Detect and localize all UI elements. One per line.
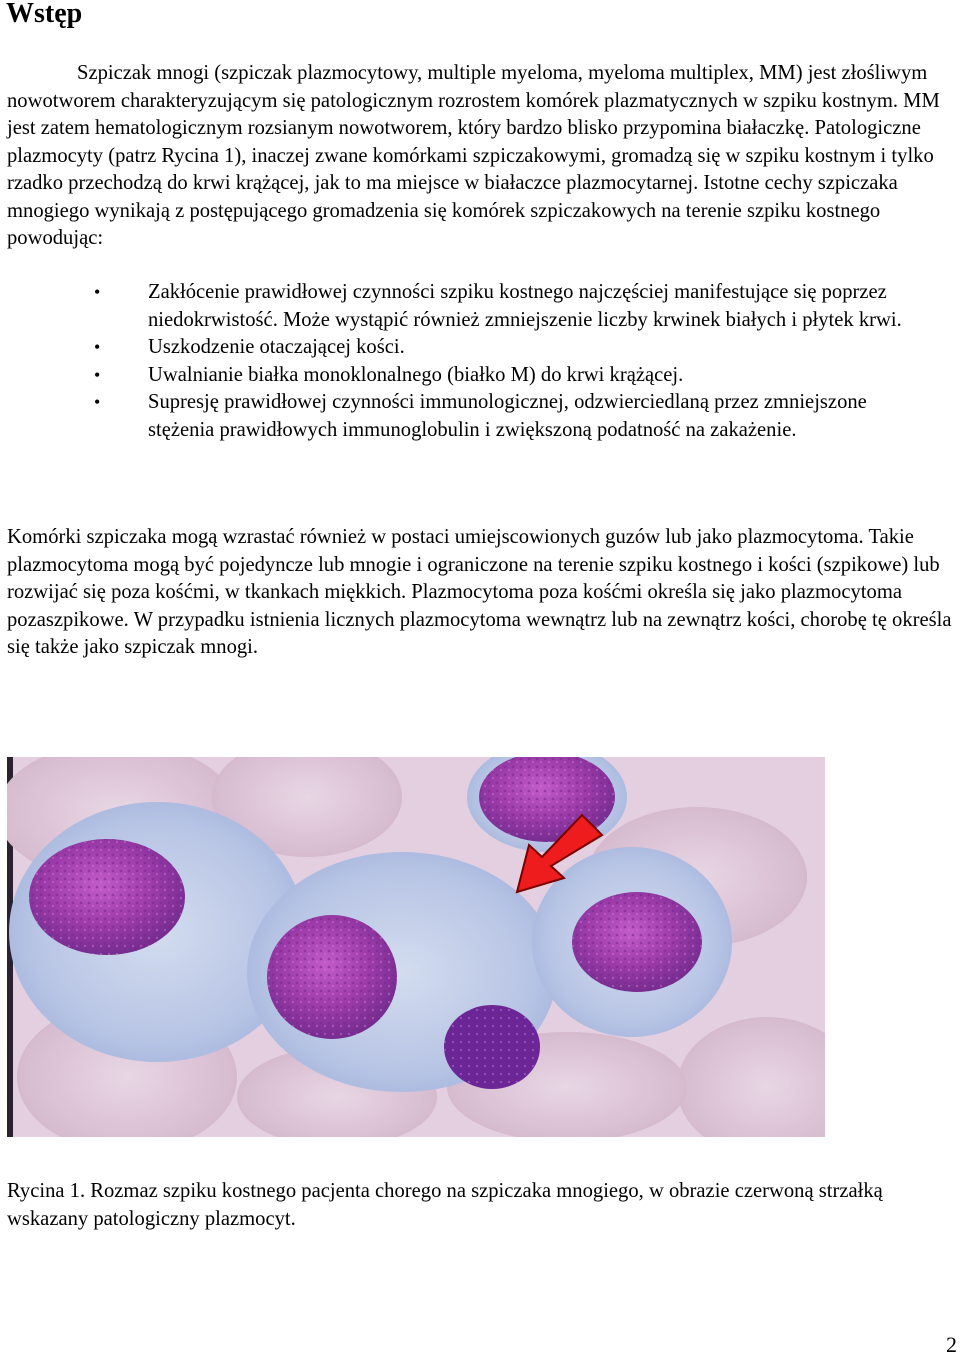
list-item-text: Uszkodzenie otaczającej kości.	[148, 336, 405, 358]
list-item-text: Supresję prawidłowej czynności immunologicznej, odzwierciedlaną przez zmniejszone stężenia prawidłowych immunoglobulin i zwiększoną podatność na zakażenie.	[148, 391, 867, 441]
bullet-icon: •	[94, 392, 101, 412]
page-number: 2	[946, 1332, 957, 1357]
intro-paragraph: Szpiczak mnogi (szpiczak plazmocytowy, multiple myeloma, myeloma multiplex, MM) jest złośliwym nowotworem charakteryzującym się patologicznym rozrostem komórek plazmatycznych w szpiku kostnym. MM jest zatem hematologicznym rozsianym nowotworem, który bardzo blisko przypomina białaczkę. Patologiczne plazmocyty (patrz Rycina 1), inaczej zwane komórkami szpiczakowymi, gromadzą się w szpiku kostnym i tylko rzadko przechodzą do krwi krążącej, jak to ma miejsce w białaczce plazmocytarnej. Istotne cechy szpiczaka mnogiego wynikają z postępującego gromadzenia się komórek szpiczakowych na terenie szpiku kostnego powodując:	[7, 62, 940, 249]
list-item	[0, 334, 923, 362]
list-item	[0, 279, 923, 334]
bone-marrow-micrograph	[7, 757, 825, 1137]
list-item-text: Zakłócenie prawidłowej czynności szpiku kostnego najczęściej manifestujące się poprzez niedokrwistość. Może wystąpić również zmniejszenie liczby krwinek białych i płytek krwi.	[148, 281, 902, 331]
list-item-text: Uwalnianie białka monoklonalnego (białko M) do krwi krążącej.	[148, 363, 684, 386]
features-list	[0, 279, 960, 444]
list-item	[0, 362, 923, 390]
page-heading: Wstęp	[6, 0, 83, 29]
figure-caption: Rycina 1. Rozmaz szpiku kostnego pacjenta chorego na szpiczaka mnogiego, w obrazie czerwoną strzałką wskazany patologiczny plazmocyt.	[7, 1180, 883, 1230]
bullet-icon: •	[94, 337, 101, 357]
bullet-icon: •	[94, 282, 101, 302]
bullet-icon: •	[94, 364, 101, 385]
plasmacytoma-paragraph: Komórki szpiczaka mogą wzrastać również w postaci umiejscowionych guzów lub jako plazmocytoma. Takie plazmocytoma mogą być pojedyncze lub mnogie i ograniczone na terenie szpiku kostnego i kości (szpikowe) lub rozwijać się poza kośćmi, w tkankach miękkich. Plazmocytoma poza kośćmi określa się jako plazmocytoma pozaszpikowe. W przypadku istnienia licznych plazmocytoma wewnątrz lub na zewnątrz kości, chorobę tę określa się także jako szpiczak mnogi.	[7, 526, 952, 658]
list-item	[0, 389, 923, 444]
chromatin-texture	[267, 915, 397, 1039]
chromatin-texture	[572, 892, 702, 992]
chromatin-texture	[444, 1005, 540, 1089]
chromatin-texture	[29, 839, 185, 955]
